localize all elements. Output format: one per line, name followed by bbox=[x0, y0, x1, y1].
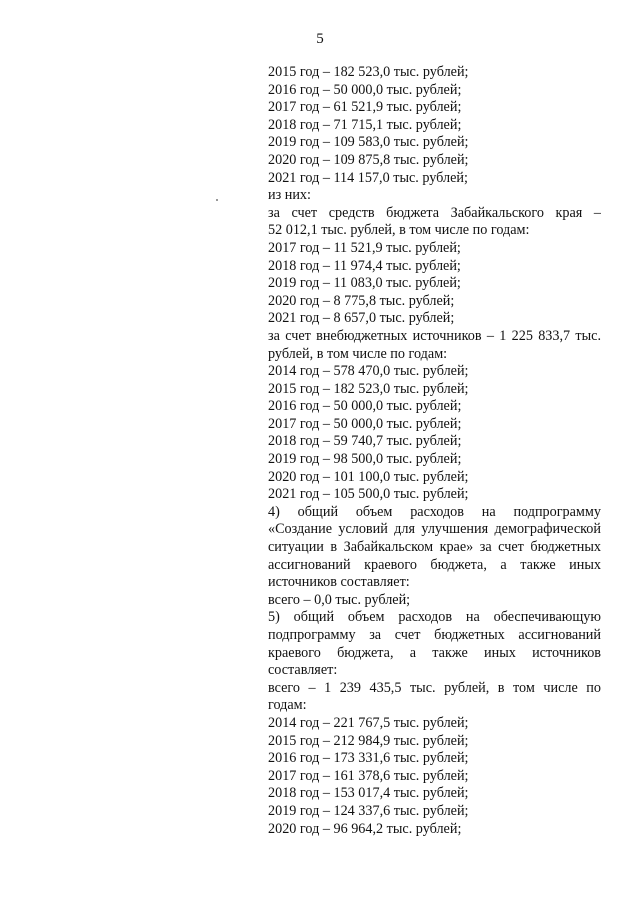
text-line: ситуации в Забайкальском крае» за счет бюджетных bbox=[268, 539, 601, 556]
text-line: источников составляет: bbox=[268, 574, 410, 591]
page-number: 5 bbox=[316, 31, 324, 47]
text-line: 5) общий объем расходов на обеспечивающую bbox=[268, 609, 601, 626]
text-line: 2015 год – 212 984,9 тыс. рублей; bbox=[268, 732, 469, 749]
text-line: рублей, в том числе по годам: bbox=[268, 345, 448, 362]
text-line: 2018 год – 59 740,7 тыс. рублей; bbox=[268, 433, 462, 450]
text-line: 2017 год – 61 521,9 тыс. рублей; bbox=[268, 99, 462, 116]
text-line: 2019 год – 11 083,0 тыс. рублей; bbox=[268, 275, 461, 292]
text-line: 2019 год – 109 583,0 тыс. рублей; bbox=[268, 134, 469, 151]
text-line: 2014 год – 578 470,0 тыс. рублей; bbox=[268, 363, 469, 380]
text-line: 2015 год – 182 523,0 тыс. рублей; bbox=[268, 380, 469, 397]
text-line: ассигнований краевого бюджета, а также иных bbox=[268, 556, 601, 573]
text-line: 2016 год – 173 331,6 тыс. рублей; bbox=[268, 750, 469, 767]
text-line: 2021 год – 114 157,0 тыс. рублей; bbox=[268, 169, 468, 186]
text-line: из них: bbox=[268, 187, 311, 204]
text-line: 2017 год – 50 000,0 тыс. рублей; bbox=[268, 415, 462, 432]
text-line: подпрограмму за счет бюджетных ассигнований bbox=[268, 627, 601, 643]
text-line: 2019 год – 98 500,0 тыс. рублей; bbox=[268, 451, 462, 468]
text-line: 2020 год – 96 964,2 тыс. рублей; bbox=[268, 820, 462, 837]
scan-speck bbox=[216, 199, 218, 201]
text-line: 2020 год – 101 100,0 тыс. рублей; bbox=[268, 468, 469, 485]
text-line: 2014 год – 221 767,5 тыс. рублей; bbox=[268, 714, 469, 731]
text-line: годам: bbox=[268, 697, 307, 714]
document-body bbox=[268, 64, 601, 838]
text-line: составляет: bbox=[268, 662, 338, 679]
text-line: 2016 год – 50 000,0 тыс. рублей; bbox=[268, 398, 462, 415]
text-line: «Создание условий для улучшения демографической bbox=[268, 521, 601, 538]
text-line: за счет средств бюджета Забайкальского края – bbox=[268, 204, 601, 221]
text-line: 4) общий объем расходов на подпрограмму bbox=[268, 503, 601, 520]
text-line: 2020 год – 8 775,8 тыс. рублей; bbox=[268, 292, 455, 309]
text-line: 2017 год – 161 378,6 тыс. рублей; bbox=[268, 767, 469, 784]
text-line: 2018 год – 11 974,4 тыс. рублей; bbox=[268, 257, 461, 274]
text-line: 2017 год – 11 521,9 тыс. рублей; bbox=[268, 239, 461, 256]
text-line: за счет внебюджетных источников – 1 225 833,7 тыс. bbox=[268, 327, 601, 344]
text-line: всего – 1 239 435,5 тыс. рублей, в том числе по bbox=[268, 679, 601, 696]
text-line: 2018 год – 153 017,4 тыс. рублей; bbox=[268, 785, 469, 802]
text-line: 2021 год – 105 500,0 тыс. рублей; bbox=[268, 486, 469, 503]
text-line: 2015 год – 182 523,0 тыс. рублей; bbox=[268, 64, 469, 80]
text-line: 2016 год – 50 000,0 тыс. рублей; bbox=[268, 81, 462, 98]
text-line: краевого бюджета, а также иных источников bbox=[268, 644, 601, 661]
text-line: 2019 год – 124 337,6 тыс. рублей; bbox=[268, 802, 469, 819]
text-line: всего – 0,0 тыс. рублей; bbox=[268, 591, 411, 608]
text-line: 2018 год – 71 715,1 тыс. рублей; bbox=[268, 116, 462, 133]
text-line: 2021 год – 8 657,0 тыс. рублей; bbox=[268, 310, 455, 327]
text-line: 52 012,1 тыс. рублей, в том числе по годам: bbox=[268, 222, 530, 239]
text-line: 2020 год – 109 875,8 тыс. рублей; bbox=[268, 151, 469, 168]
